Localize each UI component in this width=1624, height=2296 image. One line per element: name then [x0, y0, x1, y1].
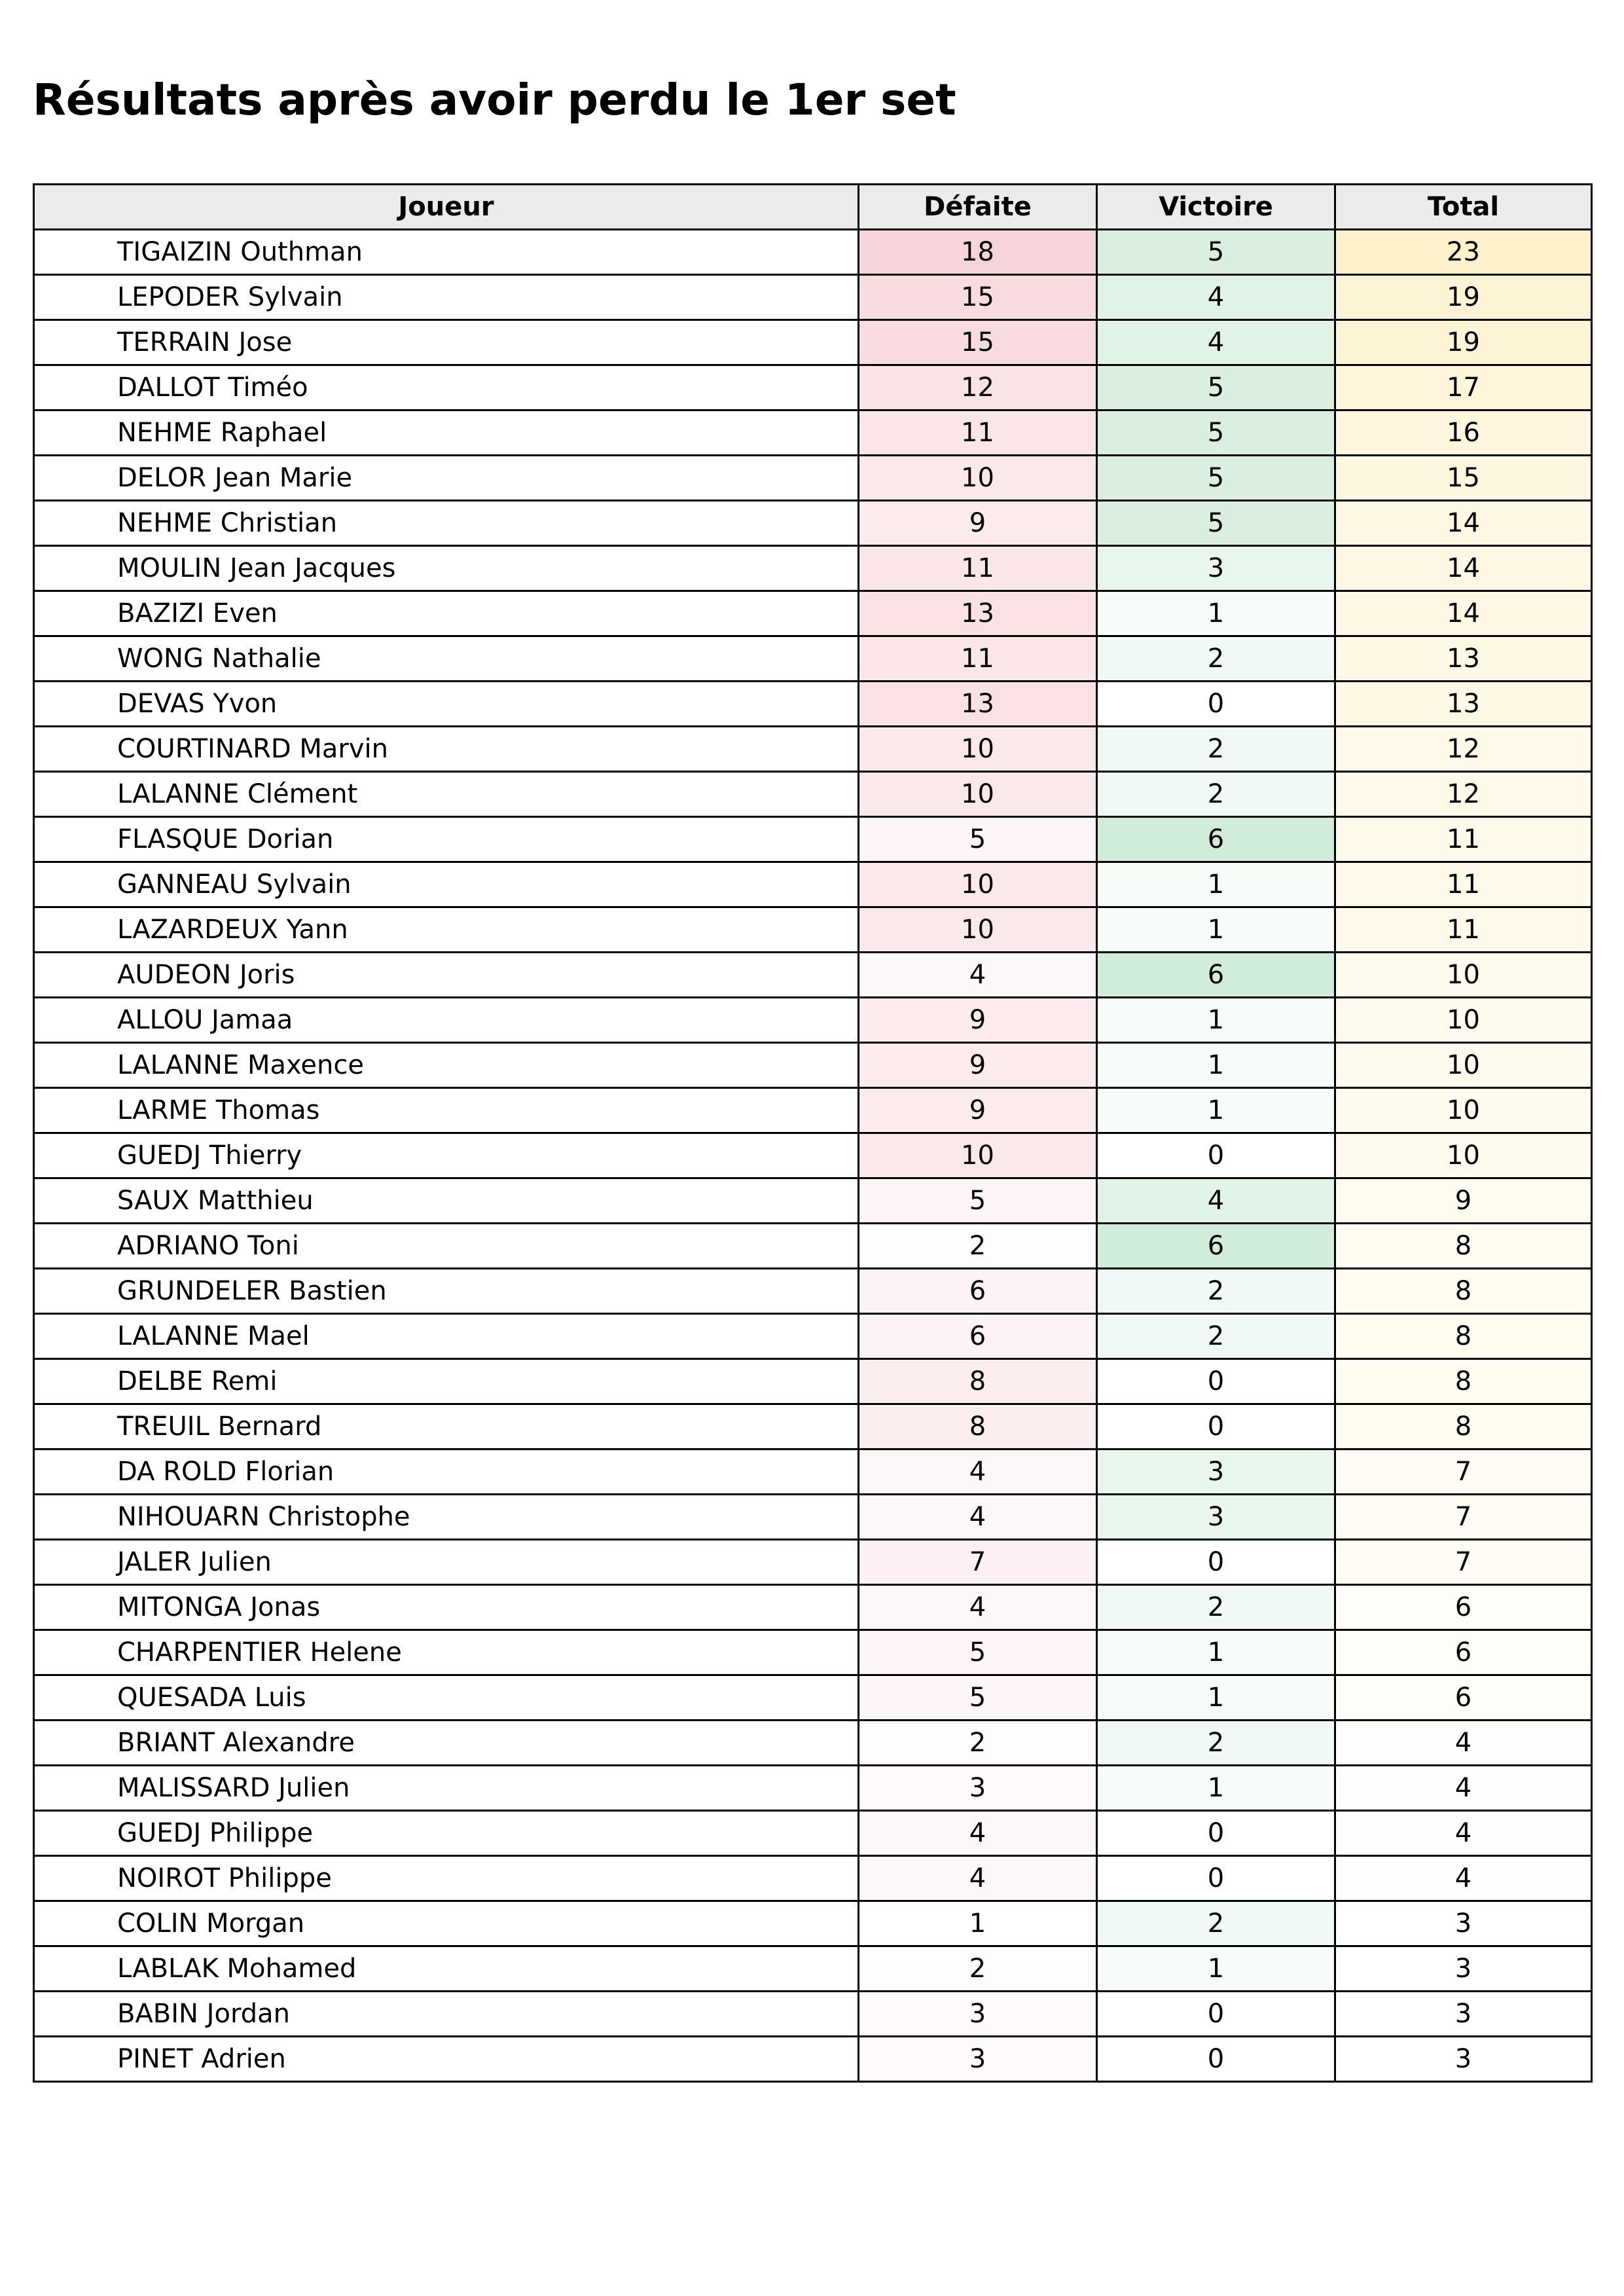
table-row: [34, 953, 1592, 998]
total-cell: 14: [1335, 546, 1592, 591]
player-name-cell: SAUX Matthieu: [34, 1178, 859, 1224]
defaite-cell: 11: [859, 636, 1097, 682]
total-cell: 23: [1335, 230, 1592, 275]
player-name-cell: MALISSARD Julien: [34, 1766, 859, 1811]
defaite-cell: 13: [859, 682, 1097, 727]
table-row: [34, 410, 1592, 456]
player-name-cell: TREUIL Bernard: [34, 1404, 859, 1449]
victoire-cell: 0: [1097, 1404, 1335, 1449]
total-cell: 3: [1335, 1901, 1592, 1946]
table-row: [34, 365, 1592, 410]
defaite-cell: 15: [859, 275, 1097, 320]
total-cell: 13: [1335, 682, 1592, 727]
results-table: [33, 183, 1593, 2083]
victoire-cell: 2: [1097, 1585, 1335, 1630]
defaite-cell: 10: [859, 727, 1097, 772]
victoire-cell: 0: [1097, 1856, 1335, 1901]
header-joueur: Joueur: [34, 185, 859, 230]
player-name-cell: ADRIANO Toni: [34, 1224, 859, 1269]
player-name-cell: CHARPENTIER Helene: [34, 1630, 859, 1675]
defaite-cell: 7: [859, 1540, 1097, 1585]
victoire-cell: 4: [1097, 320, 1335, 365]
player-name-cell: AUDEON Joris: [34, 953, 859, 998]
victoire-cell: 3: [1097, 1495, 1335, 1540]
defaite-cell: 4: [859, 953, 1097, 998]
total-cell: 6: [1335, 1585, 1592, 1630]
defaite-cell: 9: [859, 1043, 1097, 1088]
victoire-cell: 1: [1097, 591, 1335, 636]
defaite-cell: 5: [859, 1675, 1097, 1721]
table-row: [34, 275, 1592, 320]
table-row: [34, 1314, 1592, 1359]
victoire-cell: 1: [1097, 1675, 1335, 1721]
defaite-cell: 6: [859, 1269, 1097, 1314]
player-name-cell: DEVAS Yvon: [34, 682, 859, 727]
defaite-cell: 2: [859, 1224, 1097, 1269]
total-cell: 4: [1335, 1856, 1592, 1901]
table-row: [34, 1088, 1592, 1133]
defaite-cell: 1: [859, 1901, 1097, 1946]
table-row: [34, 817, 1592, 862]
defaite-cell: 10: [859, 862, 1097, 907]
total-cell: 6: [1335, 1675, 1592, 1721]
victoire-cell: 3: [1097, 546, 1335, 591]
table-row: [34, 230, 1592, 275]
total-cell: 4: [1335, 1721, 1592, 1766]
total-cell: 10: [1335, 1133, 1592, 1178]
defaite-cell: 4: [859, 1495, 1097, 1540]
player-name-cell: ALLOU Jamaa: [34, 998, 859, 1043]
table-row: [34, 862, 1592, 907]
victoire-cell: 2: [1097, 1901, 1335, 1946]
total-cell: 7: [1335, 1449, 1592, 1495]
defaite-cell: 5: [859, 1178, 1097, 1224]
table-row: [34, 546, 1592, 591]
player-name-cell: LALANNE Clément: [34, 772, 859, 817]
victoire-cell: 1: [1097, 907, 1335, 953]
defaite-cell: 13: [859, 591, 1097, 636]
table-row: [34, 2037, 1592, 2082]
player-name-cell: FLASQUE Dorian: [34, 817, 859, 862]
header-total: Total: [1335, 185, 1592, 230]
victoire-cell: 2: [1097, 1314, 1335, 1359]
victoire-cell: 2: [1097, 1721, 1335, 1766]
player-name-cell: MOULIN Jean Jacques: [34, 546, 859, 591]
total-cell: 8: [1335, 1404, 1592, 1449]
victoire-cell: 0: [1097, 1811, 1335, 1856]
defaite-cell: 10: [859, 1133, 1097, 1178]
defaite-cell: 3: [859, 1766, 1097, 1811]
victoire-cell: 5: [1097, 456, 1335, 501]
player-name-cell: GRUNDELER Bastien: [34, 1269, 859, 1314]
table-row: [34, 682, 1592, 727]
table-row: [34, 1495, 1592, 1540]
defaite-cell: 15: [859, 320, 1097, 365]
victoire-cell: 2: [1097, 1269, 1335, 1314]
table-row: [34, 1675, 1592, 1721]
table-row: [34, 727, 1592, 772]
player-name-cell: BRIANT Alexandre: [34, 1721, 859, 1766]
victoire-cell: 6: [1097, 817, 1335, 862]
defaite-cell: 3: [859, 1992, 1097, 2037]
victoire-cell: 1: [1097, 1088, 1335, 1133]
table-row: [34, 1449, 1592, 1495]
table-row: [34, 1766, 1592, 1811]
defaite-cell: 11: [859, 410, 1097, 456]
total-cell: 3: [1335, 1946, 1592, 1992]
defaite-cell: 3: [859, 2037, 1097, 2082]
table-header-row: [34, 185, 1592, 230]
player-name-cell: LAZARDEUX Yann: [34, 907, 859, 953]
victoire-cell: 0: [1097, 2037, 1335, 2082]
player-name-cell: MITONGA Jonas: [34, 1585, 859, 1630]
victoire-cell: 0: [1097, 682, 1335, 727]
total-cell: 14: [1335, 501, 1592, 546]
defaite-cell: 6: [859, 1314, 1097, 1359]
victoire-cell: 4: [1097, 1178, 1335, 1224]
total-cell: 3: [1335, 2037, 1592, 2082]
table-row: [34, 1585, 1592, 1630]
defaite-cell: 2: [859, 1946, 1097, 1992]
total-cell: 13: [1335, 636, 1592, 682]
player-name-cell: WONG Nathalie: [34, 636, 859, 682]
defaite-cell: 10: [859, 456, 1097, 501]
table-row: [34, 998, 1592, 1043]
table-row: [34, 591, 1592, 636]
player-name-cell: DALLOT Timéo: [34, 365, 859, 410]
victoire-cell: 1: [1097, 1766, 1335, 1811]
total-cell: 8: [1335, 1314, 1592, 1359]
table-body: [34, 230, 1592, 2082]
table-row: [34, 1946, 1592, 1992]
table-row: [34, 636, 1592, 682]
table-row: [34, 772, 1592, 817]
defaite-cell: 4: [859, 1449, 1097, 1495]
defaite-cell: 12: [859, 365, 1097, 410]
total-cell: 3: [1335, 1992, 1592, 2037]
victoire-cell: 3: [1097, 1449, 1335, 1495]
defaite-cell: 5: [859, 817, 1097, 862]
header-defaite: Défaite: [859, 185, 1097, 230]
table-row: [34, 1269, 1592, 1314]
player-name-cell: DA ROLD Florian: [34, 1449, 859, 1495]
total-cell: 17: [1335, 365, 1592, 410]
player-name-cell: TERRAIN Jose: [34, 320, 859, 365]
victoire-cell: 1: [1097, 862, 1335, 907]
victoire-cell: 1: [1097, 1630, 1335, 1675]
defaite-cell: 5: [859, 1630, 1097, 1675]
victoire-cell: 0: [1097, 1992, 1335, 2037]
total-cell: 8: [1335, 1224, 1592, 1269]
victoire-cell: 2: [1097, 772, 1335, 817]
defaite-cell: 2: [859, 1721, 1097, 1766]
player-name-cell: NEHME Raphael: [34, 410, 859, 456]
defaite-cell: 4: [859, 1811, 1097, 1856]
player-name-cell: BAZIZI Even: [34, 591, 859, 636]
player-name-cell: NOIROT Philippe: [34, 1856, 859, 1901]
player-name-cell: DELOR Jean Marie: [34, 456, 859, 501]
player-name-cell: GUEDJ Philippe: [34, 1811, 859, 1856]
defaite-cell: 11: [859, 546, 1097, 591]
player-name-cell: QUESADA Luis: [34, 1675, 859, 1721]
victoire-cell: 4: [1097, 275, 1335, 320]
victoire-cell: 6: [1097, 1224, 1335, 1269]
total-cell: 10: [1335, 1043, 1592, 1088]
player-name-cell: BABIN Jordan: [34, 1992, 859, 2037]
header-victoire: Victoire: [1097, 185, 1335, 230]
victoire-cell: 5: [1097, 230, 1335, 275]
defaite-cell: 4: [859, 1585, 1097, 1630]
defaite-cell: 10: [859, 907, 1097, 953]
player-name-cell: LARME Thomas: [34, 1088, 859, 1133]
table-row: [34, 1721, 1592, 1766]
victoire-cell: 2: [1097, 727, 1335, 772]
victoire-cell: 1: [1097, 1946, 1335, 1992]
defaite-cell: 4: [859, 1856, 1097, 1901]
player-name-cell: JALER Julien: [34, 1540, 859, 1585]
table-row: [34, 1901, 1592, 1946]
total-cell: 10: [1335, 953, 1592, 998]
player-name-cell: LALANNE Maxence: [34, 1043, 859, 1088]
total-cell: 12: [1335, 772, 1592, 817]
total-cell: 16: [1335, 410, 1592, 456]
table-row: [34, 1178, 1592, 1224]
table-row: [34, 1540, 1592, 1585]
total-cell: 11: [1335, 862, 1592, 907]
table-row: [34, 501, 1592, 546]
player-name-cell: NIHOUARN Christophe: [34, 1495, 859, 1540]
defaite-cell: 18: [859, 230, 1097, 275]
player-name-cell: LALANNE Mael: [34, 1314, 859, 1359]
player-name-cell: TIGAIZIN Outhman: [34, 230, 859, 275]
total-cell: 6: [1335, 1630, 1592, 1675]
player-name-cell: COURTINARD Marvin: [34, 727, 859, 772]
table-row: [34, 907, 1592, 953]
player-name-cell: LABLAK Mohamed: [34, 1946, 859, 1992]
total-cell: 19: [1335, 275, 1592, 320]
table-row: [34, 1224, 1592, 1269]
table-row: [34, 1359, 1592, 1404]
table-row: [34, 1856, 1592, 1901]
total-cell: 11: [1335, 817, 1592, 862]
table-row: [34, 1811, 1592, 1856]
total-cell: 4: [1335, 1811, 1592, 1856]
table-row: [34, 320, 1592, 365]
total-cell: 10: [1335, 998, 1592, 1043]
victoire-cell: 0: [1097, 1540, 1335, 1585]
player-name-cell: LEPODER Sylvain: [34, 275, 859, 320]
defaite-cell: 10: [859, 772, 1097, 817]
defaite-cell: 8: [859, 1359, 1097, 1404]
defaite-cell: 9: [859, 1088, 1097, 1133]
victoire-cell: 0: [1097, 1133, 1335, 1178]
table-row: [34, 1133, 1592, 1178]
defaite-cell: 8: [859, 1404, 1097, 1449]
total-cell: 4: [1335, 1766, 1592, 1811]
victoire-cell: 5: [1097, 501, 1335, 546]
total-cell: 14: [1335, 591, 1592, 636]
victoire-cell: 6: [1097, 953, 1335, 998]
total-cell: 7: [1335, 1540, 1592, 1585]
total-cell: 11: [1335, 907, 1592, 953]
table-row: [34, 1404, 1592, 1449]
player-name-cell: DELBE Remi: [34, 1359, 859, 1404]
total-cell: 12: [1335, 727, 1592, 772]
victoire-cell: 2: [1097, 636, 1335, 682]
table-row: [34, 456, 1592, 501]
player-name-cell: COLIN Morgan: [34, 1901, 859, 1946]
total-cell: 8: [1335, 1269, 1592, 1314]
victoire-cell: 1: [1097, 1043, 1335, 1088]
victoire-cell: 5: [1097, 365, 1335, 410]
total-cell: 19: [1335, 320, 1592, 365]
total-cell: 10: [1335, 1088, 1592, 1133]
victoire-cell: 1: [1097, 998, 1335, 1043]
player-name-cell: PINET Adrien: [34, 2037, 859, 2082]
player-name-cell: GUEDJ Thierry: [34, 1133, 859, 1178]
defaite-cell: 9: [859, 501, 1097, 546]
page-title: Résultats après avoir perdu le 1er set: [33, 75, 956, 125]
table-row: [34, 1992, 1592, 2037]
victoire-cell: 0: [1097, 1359, 1335, 1404]
table-row: [34, 1630, 1592, 1675]
table-row: [34, 1043, 1592, 1088]
player-name-cell: GANNEAU Sylvain: [34, 862, 859, 907]
total-cell: 9: [1335, 1178, 1592, 1224]
victoire-cell: 5: [1097, 410, 1335, 456]
player-name-cell: NEHME Christian: [34, 501, 859, 546]
total-cell: 15: [1335, 456, 1592, 501]
defaite-cell: 9: [859, 998, 1097, 1043]
total-cell: 7: [1335, 1495, 1592, 1540]
total-cell: 8: [1335, 1359, 1592, 1404]
